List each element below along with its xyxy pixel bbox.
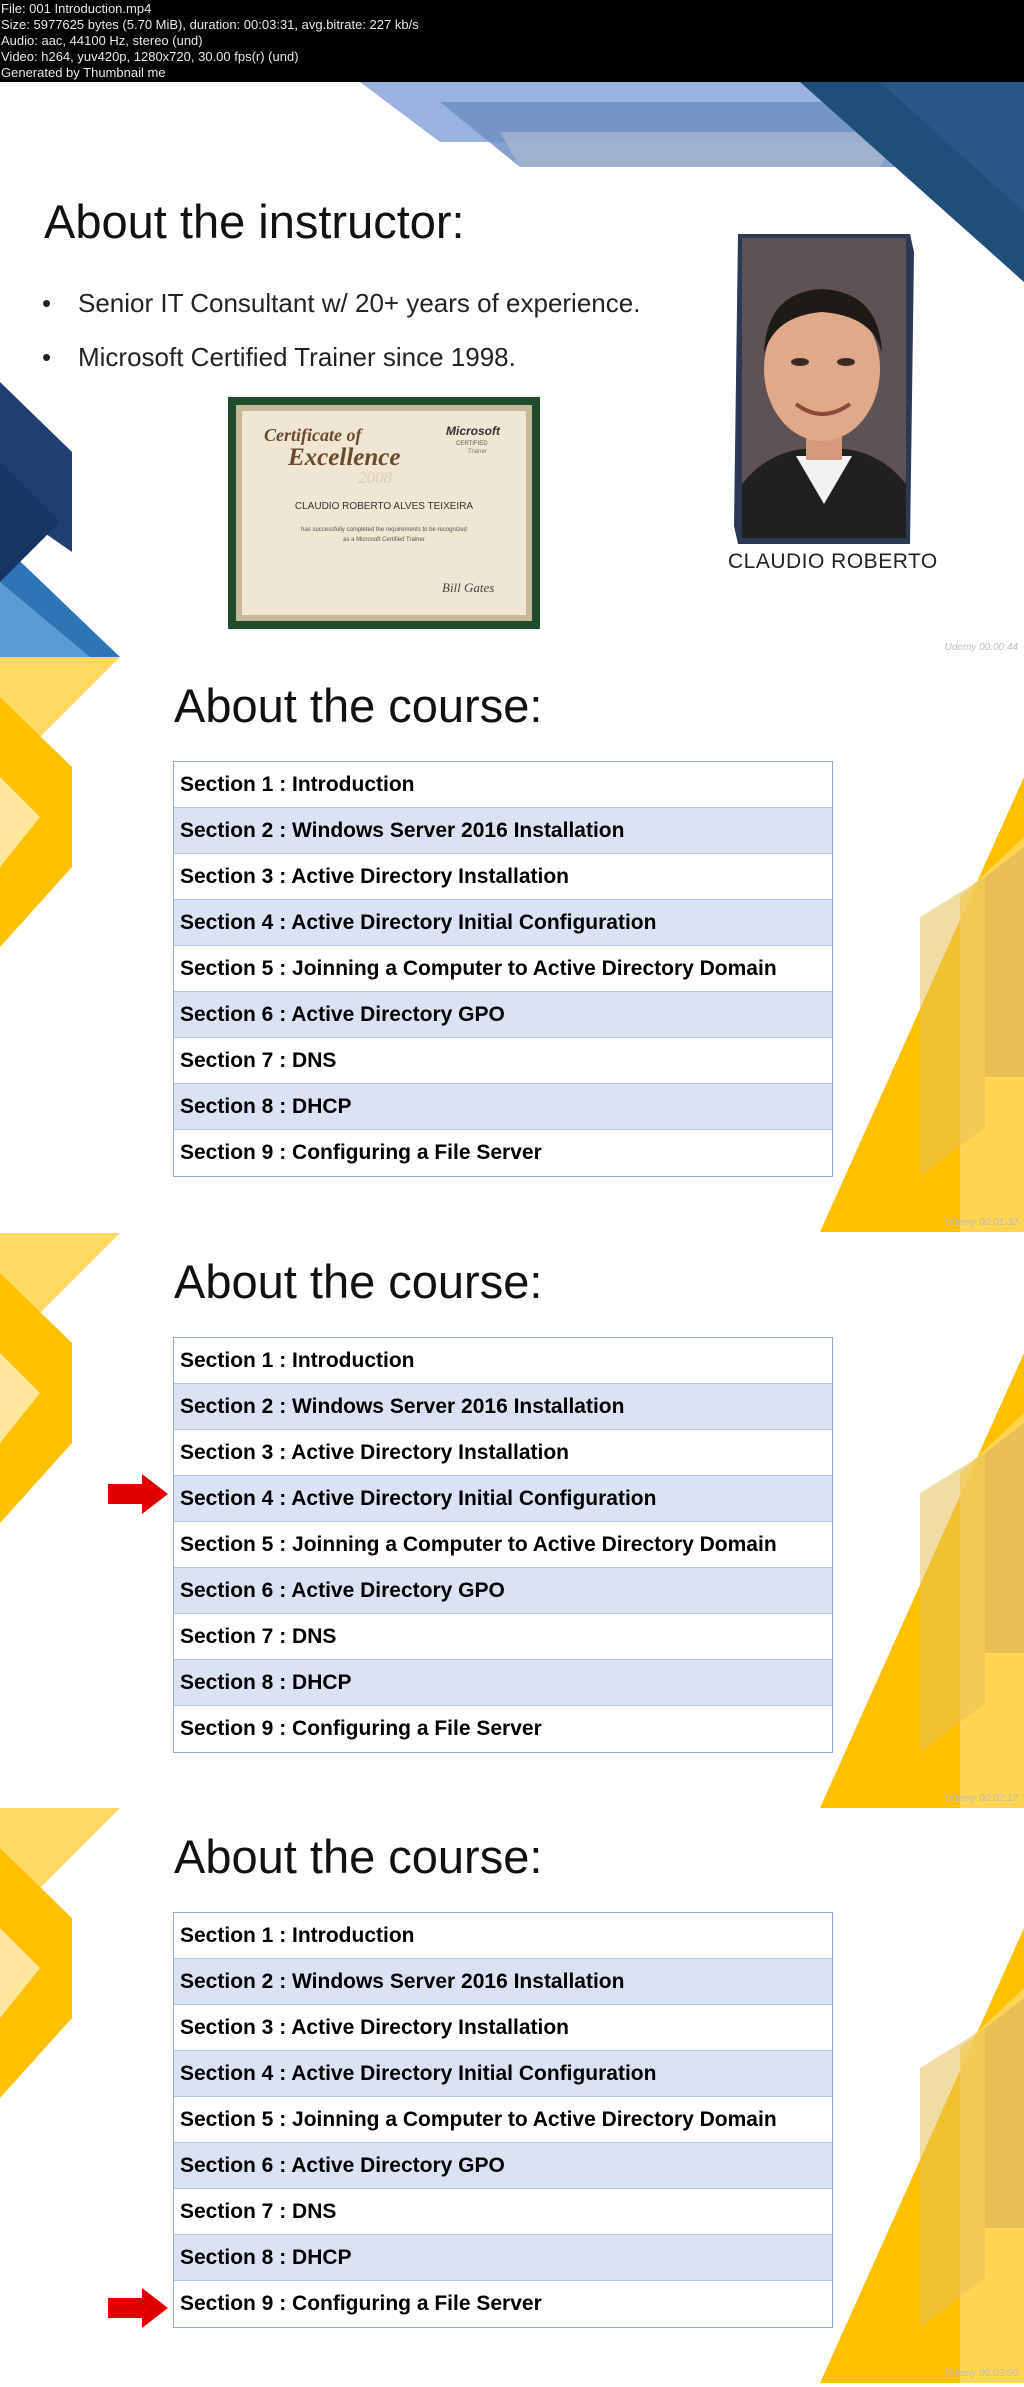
cert-signature: Bill Gates [442, 580, 495, 595]
watermark-timestamp [945, 1793, 1018, 1804]
section-row: Section 7 : DNS [174, 1038, 832, 1084]
course-sections-table [173, 761, 833, 1177]
red-arrow-icon [108, 2288, 168, 2328]
course-slide [0, 657, 1024, 1232]
section-row: Section 5 : Joinning a Computer to Active Directory Domain [174, 1522, 832, 1568]
section-row: Section 4 : Active Directory Initial Configuration [174, 2051, 832, 2097]
section-row: Section 3 : Active Directory Installation [174, 1430, 832, 1476]
course-title: About the course: [174, 1255, 543, 1308]
bullet-text: Senior IT Consultant w/ 20+ years of experience. [78, 288, 641, 318]
section-row: Section 7 : DNS [174, 1614, 832, 1660]
certificate-image [228, 397, 540, 629]
section-row: Section 1 : Introduction [174, 762, 832, 808]
file-info-line: File: 001 Introduction.mp4 [1, 1, 152, 16]
section-row: Section 5 : Joinning a Computer to Active Directory Domain [174, 946, 832, 992]
cert-heading2: Excellence [288, 444, 401, 471]
section-row: Section 6 : Active Directory GPO [174, 2143, 832, 2189]
section-row: Section 2 : Windows Server 2016 Installation [174, 1959, 832, 2005]
bullet-text: Microsoft Certified Trainer since 1998. [78, 342, 516, 372]
file-info-header [0, 0, 1024, 82]
section-row: Section 1 : Introduction [174, 1338, 832, 1384]
instructor-bullet [42, 288, 640, 319]
section-row: Section 8 : DHCP [174, 1084, 832, 1130]
course-title: About the course: [174, 1830, 543, 1883]
file-info-line: Video: h264, yuv420p, 1280x720, 30.00 fps(r) (und) [1, 49, 299, 64]
timestamp: 00:03:00 [979, 2368, 1018, 2379]
course-title: About the course: [174, 679, 543, 732]
cert-line1: has successfully completed the requirements to be recognized [301, 527, 467, 533]
section-row: Section 2 : Windows Server 2016 Installation [174, 808, 832, 854]
watermark-brand: Udemy [944, 642, 977, 653]
section-row: Section 2 : Windows Server 2016 Installation [174, 1384, 832, 1430]
course-slide [0, 1233, 1024, 1808]
watermark-brand: Udemy [944, 2368, 977, 2379]
cert-brand-sub: CERTIFIED [456, 441, 488, 447]
section-row: Section 3 : Active Directory Installation [174, 2005, 832, 2051]
instructor-bullet [42, 342, 516, 373]
section-row: Section 5 : Joinning a Computer to Active Directory Domain [174, 2097, 832, 2143]
section-row: Section 4 : Active Directory Initial Configuration [174, 900, 832, 946]
watermark-timestamp [945, 642, 1018, 653]
file-info-line: Size: 5977625 bytes (5.70 MiB), duration: 00:03:31, avg.bitrate: 227 kb/s [1, 17, 419, 32]
red-arrow-icon [108, 1474, 168, 1514]
instructor-photo [734, 234, 914, 544]
section-row: Section 6 : Active Directory GPO [174, 992, 832, 1038]
section-row: Section 7 : DNS [174, 2189, 832, 2235]
course-slide [0, 1808, 1024, 2383]
instructor-name-caption: CLAUDIO ROBERTO [728, 550, 938, 573]
section-row: Section 9 : Configuring a File Server [174, 1706, 832, 1752]
timestamp: 00:01:32 [979, 1217, 1018, 1228]
timestamp: 00:00:44 [979, 642, 1018, 653]
section-row: Section 8 : DHCP [174, 2235, 832, 2281]
watermark-brand: Udemy [944, 1217, 977, 1228]
watermark-brand: Udemy [944, 1793, 977, 1804]
watermark-timestamp [945, 1217, 1018, 1228]
course-sections-table [173, 1337, 833, 1753]
cert-name: CLAUDIO ROBERTO ALVES TEIXEIRA [294, 501, 474, 512]
bullet-dot: • [42, 288, 52, 318]
cert-year: 2008 [358, 468, 392, 487]
instructor-slide [0, 82, 1024, 657]
timestamp: 00:02:17 [979, 1793, 1018, 1804]
bullet-dot: • [42, 342, 52, 372]
cert-brand: Microsoft [446, 424, 500, 438]
cert-heading1: Certificate of [264, 425, 362, 445]
instructor-title: About the instructor: [44, 195, 465, 248]
section-row: Section 3 : Active Directory Installation [174, 854, 832, 900]
cert-line2: as a Microsoft Certified Trainer [343, 537, 425, 543]
section-row: Section 1 : Introduction [174, 1913, 832, 1959]
section-row: Section 6 : Active Directory GPO [174, 1568, 832, 1614]
section-row: Section 9 : Configuring a File Server [174, 1130, 832, 1176]
section-row: Section 4 : Active Directory Initial Configuration [174, 1476, 832, 1522]
section-row: Section 9 : Configuring a File Server [174, 2281, 832, 2327]
watermark-timestamp [945, 2368, 1018, 2379]
course-sections-table [173, 1912, 833, 2328]
section-row: Section 8 : DHCP [174, 1660, 832, 1706]
cert-brand-sub2: Trainer [468, 449, 487, 455]
file-info-line: Audio: aac, 44100 Hz, stereo (und) [1, 33, 203, 48]
file-info-line: Generated by Thumbnail me [1, 65, 166, 80]
